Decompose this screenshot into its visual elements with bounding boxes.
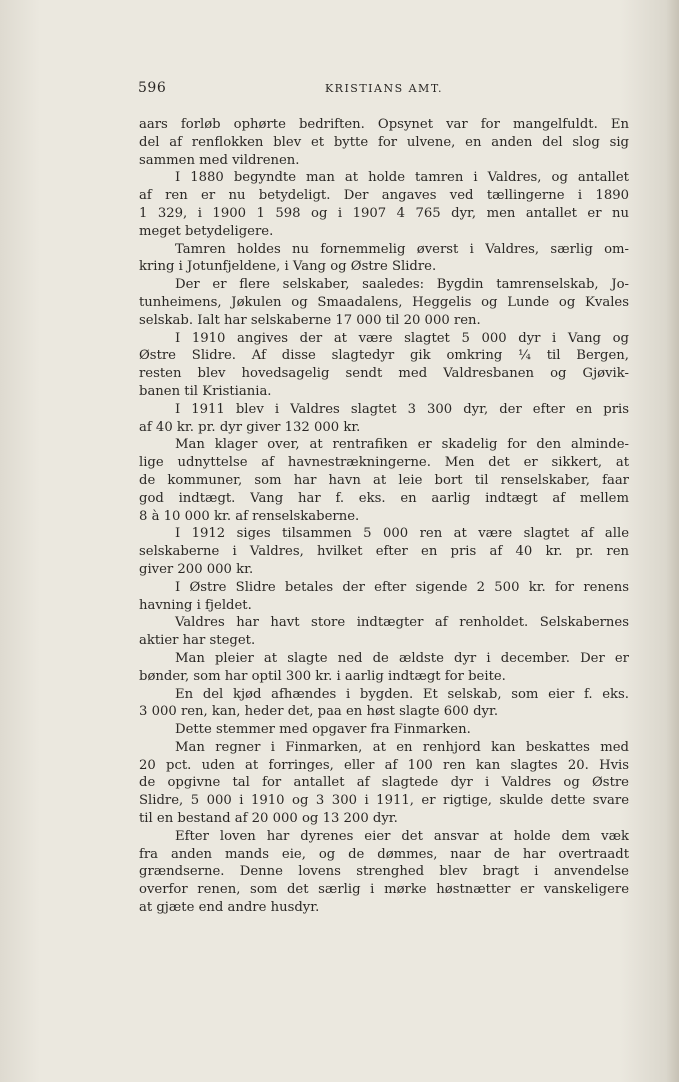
text-line: sammen med vildrenen.: [139, 152, 300, 168]
text-line: Efter loven har dyrenes eier det ansvar at holde dem væk: [175, 828, 629, 844]
text-line: 3 000 ren, kan, heder det, paa en høst slagte 600 dyr.: [139, 704, 499, 720]
text-line: Man regner i Finmarken, at en renhjord kan beskattes med: [175, 739, 629, 755]
text-line: I 1880 begyndte man at holde tamren i Valdres, og antallet: [175, 170, 629, 186]
text-line: Man pleier at slagte ned de ældste dyr i december. Der er: [175, 650, 629, 666]
text-line: aktier har steget.: [139, 633, 256, 649]
text-line: de kommuner, som har havn at leie bort til renselskaber, faar: [139, 472, 629, 488]
text-line: I Østre Slidre betales der efter sigende 2 500 kr. for renens: [175, 579, 629, 595]
text-line: grændserne. Denne lovens strenghed blev bragt i anvendelse: [139, 864, 629, 880]
text-line: giver 200 000 kr.: [139, 561, 254, 577]
text-line: havning i fjeldet.: [139, 597, 252, 613]
text-line: selskaberne i Valdres, hvilket efter en pris af 40 kr. pr. ren: [139, 544, 629, 560]
text-line: selskab. Ialt har selskaberne 17 000 til 20 000 ren.: [139, 312, 481, 328]
text-line: 1 329, i 1900 1 598 og i 1907 4 765 dyr, men antallet er nu: [139, 205, 629, 221]
text-line: bønder, som har optil 300 kr. i aarlig indtægt for beite.: [139, 668, 506, 684]
text-line: Man klager over, at rentrafiken er skadelig for den alminde-: [175, 437, 629, 453]
text-line: 8 à 10 000 kr. af renselskaberne.: [139, 508, 360, 524]
text-line: Dette stemmer med opgaver fra Finmarken.: [175, 722, 471, 738]
text-line: meget betydeligere.: [139, 223, 274, 239]
text-line: overfor renen, som det særlig i mørke høstnætter er vanskeligere: [139, 882, 629, 898]
text-line: resten blev hovedsagelig sendt med Valdresbanen og Gjøvik-: [139, 366, 629, 382]
page-edge-shadow: [667, 0, 679, 1082]
text-line: kring i Jotunfjeldene, i Vang og Østre Slidre.: [139, 259, 437, 275]
running-head: [138, 80, 630, 100]
text-line: Der er flere selskaber, saaledes: Bygdin tamrenselskab, Jo-: [175, 277, 629, 293]
text-line: at gjæte end andre husdyr.: [139, 900, 320, 916]
page-number: 596: [138, 80, 167, 96]
text-line: lige udnyttelse af havnestrækningerne. Men det er sikkert, at: [139, 455, 629, 471]
text-line: god indtægt. Vang har f. eks. en aarlig indtægt af mellem: [139, 490, 629, 506]
body-text: [139, 116, 629, 917]
text-line: de opgivne tal for antallet af slagtede dyr i Valdres og Østre: [139, 775, 629, 791]
text-line: 20 pct. uden at forringes, eller af 100 ren kan slagtes 20. Hvis: [139, 757, 629, 773]
text-line: I 1910 angives der at være slagtet 5 000 dyr i Vang og: [175, 330, 629, 346]
text-line: tunheimens, Jøkulen og Smaadalens, Heggelis og Lunde og Kvales: [139, 294, 629, 310]
text-line: banen til Kristiania.: [139, 383, 272, 399]
running-title: KRISTIANS AMT.: [324, 82, 444, 95]
text-line: del af renflokken blev et bytte for ulvene, en anden del slog sig: [139, 134, 629, 150]
text-line: til en bestand af 20 000 og 13 200 dyr.: [139, 811, 398, 827]
text-line: aars forløb ophørte bedriften. Opsynet var for mangelfuldt. En: [139, 117, 629, 132]
text-line: Tamren holdes nu fornemmelig øverst i Valdres, særlig om-: [175, 241, 629, 257]
text-line: fra anden mands eie, og de dømmes, naar de har overtraadt: [139, 846, 629, 862]
text-line: af 40 kr. pr. dyr giver 132 000 kr.: [139, 419, 361, 435]
text-line: I 1911 blev i Valdres slagtet 3 300 dyr, der efter en pris: [175, 401, 629, 417]
text-line: Østre Slidre. Af disse slagtedyr gik omkring ¼ til Bergen,: [139, 348, 629, 364]
text-line: Slidre, 5 000 i 1910 og 3 300 i 1911, er rigtige, skulde dette svare: [139, 793, 629, 809]
text-line: Valdres har havt store indtægter af renholdet. Selskabernes: [175, 615, 629, 631]
text-line: I 1912 siges tilsammen 5 000 ren at være slagtet af alle: [175, 526, 629, 542]
text-line: af ren er nu betydeligt. Der angaves ved tællingerne i 1890: [139, 188, 629, 204]
text-line: En del kjød afhændes i bygden. Et selskab, som eier f. eks.: [175, 686, 629, 702]
